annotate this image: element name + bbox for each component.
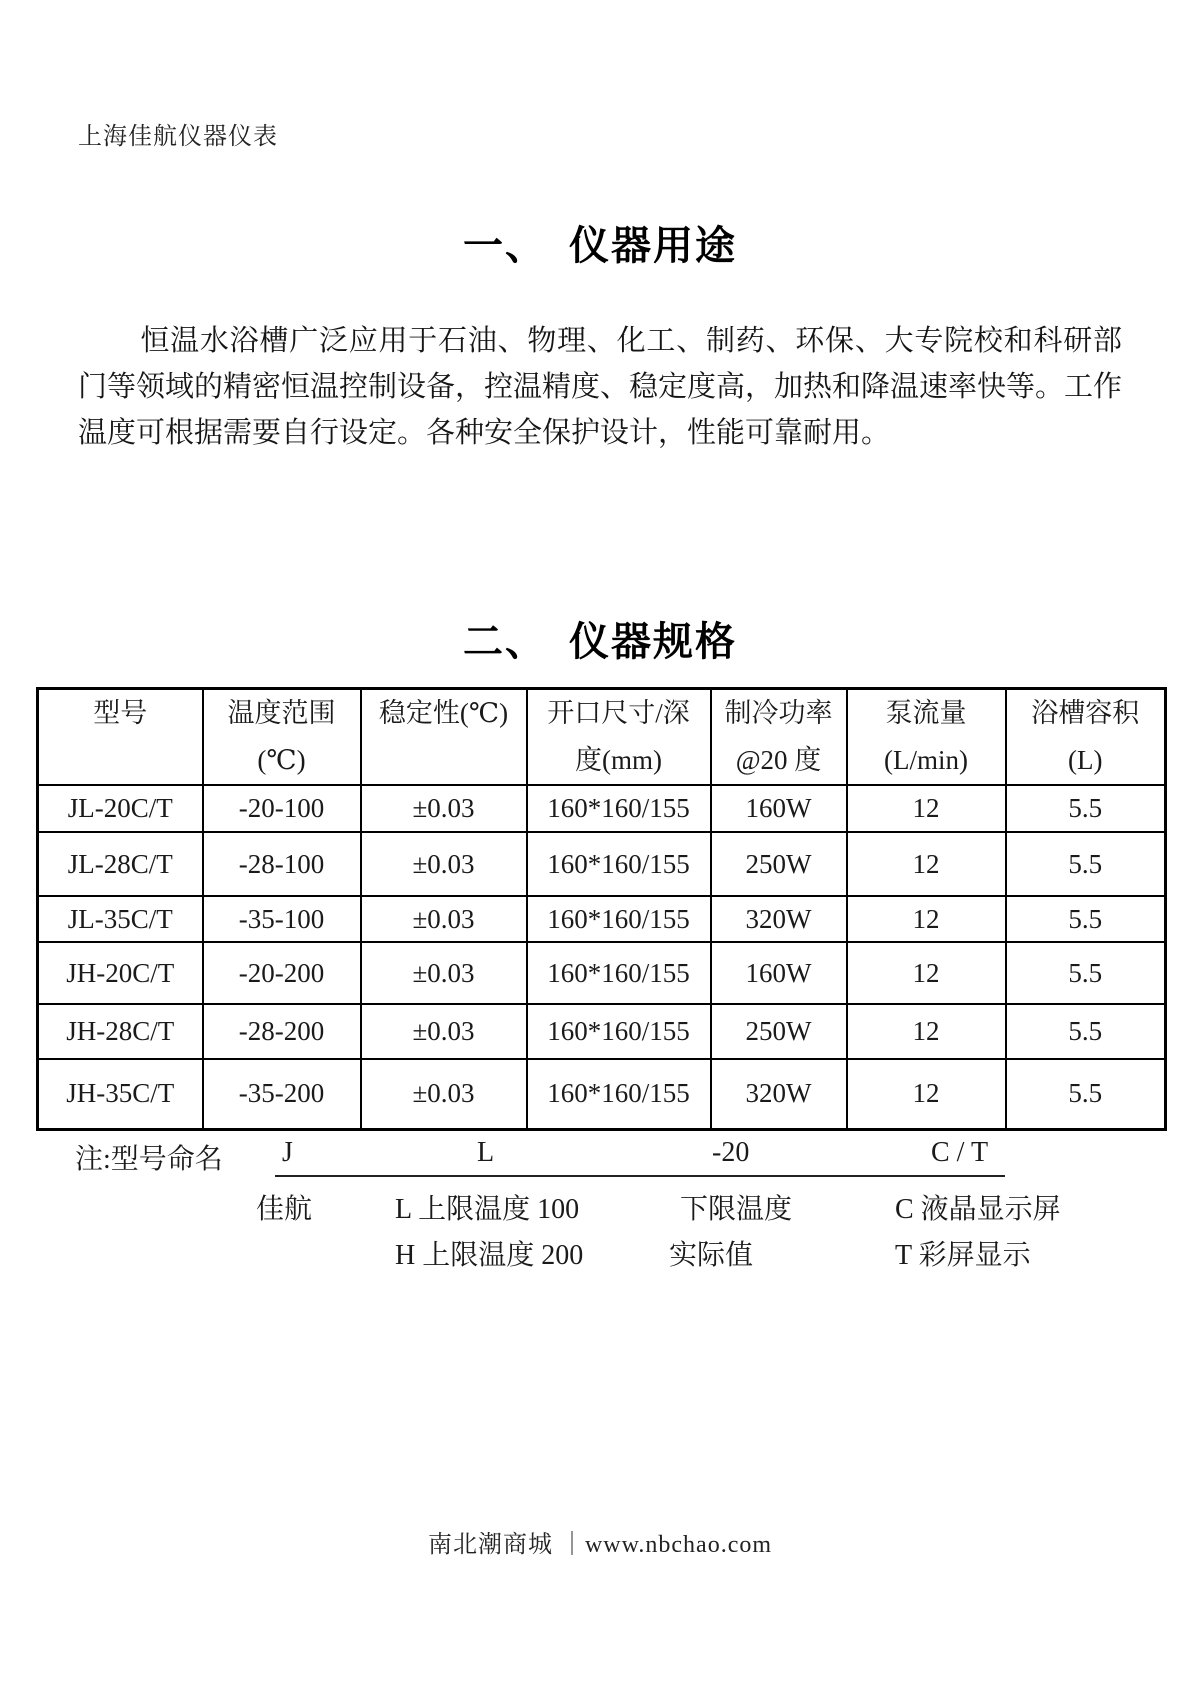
table-row [38,832,1166,896]
company-header: 上海佳航仪器仪表 [78,124,278,150]
column-header-opening-size [527,689,711,786]
section-title-usage: 一、 仪器用途 [463,224,737,268]
column-header-line: 开口尺寸/深 [547,698,690,728]
table-header-row [38,689,1166,786]
note-brand: 佳航 [256,1194,313,1225]
cell-model: JL-28C/T [38,832,203,896]
cell-opening-size: 160*160/155 [527,785,711,832]
column-header-line: 度(mm) [575,745,662,775]
cell-bath-volume: 5.5 [1006,785,1166,832]
cell-pump-flow: 12 [847,1004,1006,1059]
note-code-l: L [477,1137,495,1168]
note-actual-value: 实际值 [669,1240,754,1271]
cell-cooling-power: 320W [711,896,847,942]
column-header-line: 稳定性(℃) [378,698,509,728]
cell-cooling-power: 250W [711,832,847,896]
column-header-cooling-power [711,689,847,786]
column-header-line: 型号 [93,698,148,728]
cell-stability: ±0.03 [361,785,527,832]
cell-pump-flow: 12 [847,832,1006,896]
cell-cooling-power: 250W [711,1004,847,1059]
column-header-pump-flow [847,689,1006,786]
cell-model: JH-20C/T [38,942,203,1004]
note-h-description: H 上限温度 200 [395,1240,584,1271]
cell-cooling-power: 160W [711,785,847,832]
column-header-stability [361,689,527,786]
column-header-line [39,737,202,784]
note-code-number: -20 [712,1137,750,1168]
table-row [38,896,1166,942]
column-header-line: 温度范围 [227,698,336,728]
column-header-line: (L/min) [884,745,968,775]
cell-opening-size: 160*160/155 [527,942,711,1004]
note-lower-limit: 下限温度 [680,1194,793,1225]
table-row [38,942,1166,1004]
cell-model: JH-35C/T [38,1059,203,1129]
cell-bath-volume: 5.5 [1006,1059,1166,1129]
note-code-ct: C / T [931,1137,989,1168]
cell-bath-volume: 5.5 [1006,832,1166,896]
cell-cooling-power: 160W [711,942,847,1004]
table-row [38,785,1166,832]
page-footer: 南北潮商城 ｜www.nbchao.com [427,1532,773,1558]
table-row [38,1004,1166,1059]
column-header-line: @20 度 [735,745,822,775]
cell-temp-range: -20-200 [203,942,361,1004]
spec-table [36,687,1167,1131]
column-header-line [362,737,526,784]
cell-stability: ±0.03 [361,942,527,1004]
usage-paragraph: 恒温水浴槽广泛应用于石油、物理、化工、制药、环保、大专院校和科研部门等领域的精密恒温控制设备，控温精度、稳定度高，加热和降温速率快等。工作温度可根据需要自行设定。各种安全保护设计，性能可靠耐用。 [78,325,1123,449]
column-header-line: 泵流量 [885,698,967,728]
cell-model: JL-20C/T [38,785,203,832]
cell-stability: ±0.03 [361,896,527,942]
cell-bath-volume: 5.5 [1006,896,1166,942]
cell-opening-size: 160*160/155 [527,1004,711,1059]
column-header-temp-range [203,689,361,786]
cell-stability: ±0.03 [361,832,527,896]
cell-temp-range: -20-100 [203,785,361,832]
column-header-model [38,689,203,786]
cell-temp-range: -35-100 [203,896,361,942]
section-title-specs: 二、 仪器规格 [463,620,737,664]
cell-opening-size: 160*160/155 [527,1059,711,1129]
column-header-line: (L) [1068,745,1103,775]
cell-cooling-power: 320W [711,1059,847,1129]
cell-temp-range: -28-200 [203,1004,361,1059]
table-row [38,1059,1166,1129]
model-naming-note [0,1125,1200,1305]
cell-temp-range: -28-100 [203,832,361,896]
cell-opening-size: 160*160/155 [527,896,711,942]
note-l-description: L 上限温度 100 [395,1194,580,1225]
cell-bath-volume: 5.5 [1006,942,1166,1004]
cell-bath-volume: 5.5 [1006,1004,1166,1059]
cell-pump-flow: 12 [847,896,1006,942]
cell-stability: ±0.03 [361,1004,527,1059]
cell-pump-flow: 12 [847,785,1006,832]
column-header-bath-volume [1006,689,1166,786]
cell-model: JL-35C/T [38,896,203,942]
note-code-j: J [282,1137,293,1168]
column-header-line: 浴槽容积 [1031,698,1140,728]
cell-temp-range: -35-200 [203,1059,361,1129]
cell-pump-flow: 12 [847,1059,1006,1129]
column-header-line: (℃) [257,745,306,775]
note-c-description: C 液晶显示屏 [895,1194,1061,1225]
cell-opening-size: 160*160/155 [527,832,711,896]
cell-model: JH-28C/T [38,1004,203,1059]
note-t-description: T 彩屏显示 [895,1240,1031,1271]
note-label: 注:型号命名 [75,1144,223,1175]
cell-stability: ±0.03 [361,1059,527,1129]
column-header-line: 制冷功率 [724,698,833,728]
note-underline [275,1175,1005,1177]
cell-pump-flow: 12 [847,942,1006,1004]
